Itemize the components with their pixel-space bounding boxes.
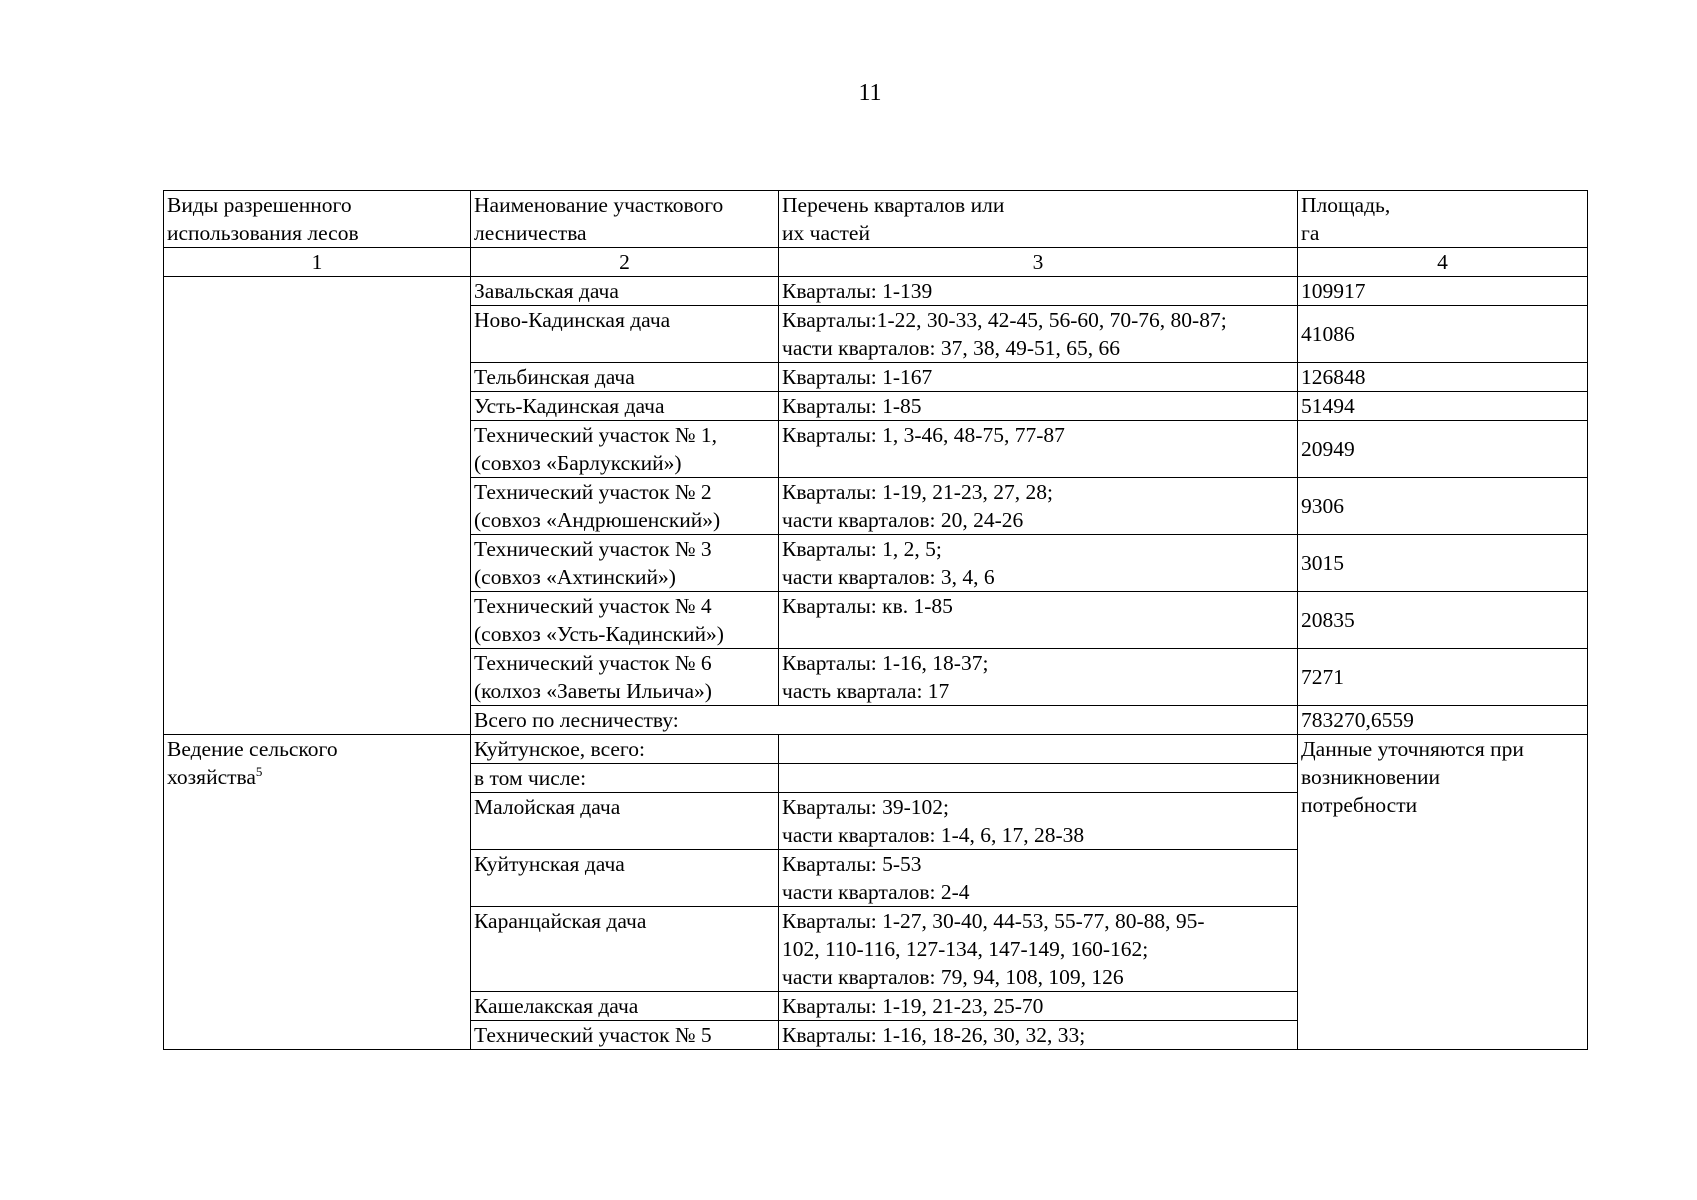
quarters-cell-line: Кварталы: 1-16, 18-37;: [782, 651, 989, 675]
quarters-cell-line: Кварталы: 1-85: [782, 394, 922, 418]
forestry-name-cell-line: Технический участок № 3: [474, 537, 712, 561]
forestry-name-cell-line: Куйтунская дача: [474, 852, 625, 876]
forestry-name-cell-line: Каранцайская дача: [474, 909, 647, 933]
forestry-name-cell: [471, 649, 779, 706]
forestry-name-cell: [471, 764, 779, 793]
forestry-name-cell-line: (совхоз «Ахтинский»): [474, 565, 676, 589]
quarters-cell: [779, 793, 1298, 850]
column-number: 3: [779, 248, 1298, 277]
area-cell: 51494: [1298, 392, 1588, 421]
column-numbers-row: [164, 248, 1588, 277]
quarters-cell: [779, 478, 1298, 535]
quarters-cell-line: Кварталы: 1, 3-46, 48-75, 77-87: [782, 423, 1065, 447]
header-forestry-name: Наименование участкового лесничества: [471, 191, 779, 248]
quarters-cell-line: Кварталы: 1-139: [782, 279, 933, 303]
quarters-cell-line: Кварталы: 1-19, 21-23, 27, 28;: [782, 480, 1053, 504]
quarters-cell-line: Кварталы: 1-19, 21-23, 25-70: [782, 994, 1044, 1018]
area-note-cell: [1298, 735, 1588, 1050]
quarters-cell-line: части кварталов: 2-4: [782, 880, 970, 904]
quarters-cell: [779, 1021, 1298, 1050]
forestry-name-cell-line: Кашелакская дача: [474, 994, 639, 1018]
quarters-cell-line: части кварталов: 20, 24-26: [782, 508, 1024, 532]
header-quarters-list: Перечень кварталов или их частей: [779, 191, 1298, 248]
quarters-cell-line: Кварталы: 5-53: [782, 852, 922, 876]
quarters-cell: [779, 764, 1298, 793]
forestry-name-cell: [471, 392, 779, 421]
header-row: [164, 191, 1588, 248]
forestry-name-cell: [471, 421, 779, 478]
quarters-cell: [779, 850, 1298, 907]
quarters-cell: [779, 907, 1298, 992]
total-area: 783270,6559: [1298, 706, 1588, 735]
area-cell: 7271: [1298, 649, 1588, 706]
use-type-cell-line: Ведение сельского: [167, 737, 338, 761]
quarters-cell-line: 102, 110-116, 127-134, 147-149, 160-162;: [782, 937, 1149, 961]
quarters-cell-line: часть квартала: 17: [782, 679, 950, 703]
forestry-name-cell-line: Куйтунское, всего:: [474, 737, 645, 761]
forestry-name-cell-line: Усть-Кадинская дача: [474, 394, 665, 418]
quarters-cell: [779, 649, 1298, 706]
forestry-name-cell-line: Технический участок № 6: [474, 651, 712, 675]
forestry-name-cell-line: Тельбинская дача: [474, 365, 635, 389]
forestry-name-cell-line: Технический участок № 1,: [474, 423, 717, 447]
forestry-name-cell-line: Малойская дача: [474, 795, 621, 819]
forestry-name-cell-line: (колхоз «Заветы Ильича»): [474, 679, 712, 703]
column-number: 2: [471, 248, 779, 277]
forestry-name-cell-line: (совхоз «Усть-Кадинский»): [474, 622, 724, 646]
forestry-name-cell-line: Завальская дача: [474, 279, 619, 303]
forestry-name-cell-line: (совхоз «Барлукский»): [474, 451, 682, 475]
area-cell: 20949: [1298, 421, 1588, 478]
quarters-cell-line: части кварталов: 3, 4, 6: [782, 565, 995, 589]
forestry-name-cell: [471, 277, 779, 306]
area-note-cell-line: потребности: [1301, 793, 1418, 817]
quarters-cell: [779, 735, 1298, 764]
forestry-name-cell: [471, 363, 779, 392]
table-row: [164, 735, 1588, 764]
use-type-cell: [164, 735, 471, 1050]
forestry-name-cell-line: (совхоз «Андрюшенский»): [474, 508, 721, 532]
forestry-name-cell-line: Технический участок № 5: [474, 1023, 712, 1047]
total-label: Всего по лесничеству:: [471, 706, 1298, 735]
forestry-name-cell: [471, 992, 779, 1021]
area-cell: 3015: [1298, 535, 1588, 592]
column-number: 4: [1298, 248, 1588, 277]
header-area: Площадь, га: [1298, 191, 1588, 248]
area-cell: 109917: [1298, 277, 1588, 306]
forestry-name-cell-line: в том числе:: [474, 766, 587, 790]
quarters-cell-line: части кварталов: 1-4, 6, 17, 28-38: [782, 823, 1085, 847]
quarters-cell-line: Кварталы: 1, 2, 5;: [782, 537, 942, 561]
table-row: [164, 277, 1588, 306]
forestry-name-cell: [471, 907, 779, 992]
quarters-cell-line: Кварталы:1-22, 30-33, 42-45, 56-60, 70-76, 80-87;: [782, 308, 1227, 332]
forestry-name-cell: [471, 735, 779, 764]
area-cell: 126848: [1298, 363, 1588, 392]
quarters-cell: [779, 363, 1298, 392]
column-number: 1: [164, 248, 471, 277]
quarters-cell: [779, 277, 1298, 306]
quarters-cell-line: Кварталы: кв. 1-85: [782, 594, 953, 618]
use-type-cell: [164, 277, 471, 735]
quarters-cell: [779, 421, 1298, 478]
forestry-name-cell: [471, 306, 779, 363]
quarters-cell-line: части кварталов: 79, 94, 108, 109, 126: [782, 965, 1124, 989]
forestry-name-cell: [471, 793, 779, 850]
forestry-name-cell-line: Ново-Кадинская дача: [474, 308, 671, 332]
quarters-cell-line: Кварталы: 1-167: [782, 365, 933, 389]
forestry-name-cell-line: Технический участок № 2: [474, 480, 712, 504]
forestry-name-cell: [471, 850, 779, 907]
area-note-cell-line: Данные уточняются при: [1301, 737, 1524, 761]
area-cell: 20835: [1298, 592, 1588, 649]
area-note-cell-line: возникновении: [1301, 765, 1441, 789]
quarters-cell: [779, 535, 1298, 592]
quarters-cell: [779, 992, 1298, 1021]
forestry-name-cell: [471, 478, 779, 535]
area-cell: 9306: [1298, 478, 1588, 535]
quarters-cell: [779, 392, 1298, 421]
page-number: 11: [858, 80, 882, 106]
quarters-cell-line: Кварталы: 1-16, 18-26, 30, 32, 33;: [782, 1023, 1086, 1047]
header-use-type: Виды разрешенного использования лесов: [164, 191, 471, 248]
quarters-cell-line: Кварталы: 39-102;: [782, 795, 950, 819]
quarters-cell-line: Кварталы: 1-27, 30-40, 44-53, 55-77, 80-88, 95-: [782, 909, 1205, 933]
use-type-cell-line: хозяйства: [167, 765, 256, 789]
area-cell: 41086: [1298, 306, 1588, 363]
forestry-name-cell: [471, 1021, 779, 1050]
forestry-name-cell-line: Технический участок № 4: [474, 594, 712, 618]
forest-use-table: [163, 190, 1588, 1050]
footnote-marker: 5: [255, 763, 263, 779]
quarters-cell: [779, 306, 1298, 363]
forestry-name-cell: [471, 592, 779, 649]
quarters-cell: [779, 592, 1298, 649]
use-type-last-line: [167, 763, 467, 791]
forestry-name-cell: [471, 535, 779, 592]
quarters-cell-line: части кварталов: 37, 38, 49-51, 65, 66: [782, 336, 1121, 360]
